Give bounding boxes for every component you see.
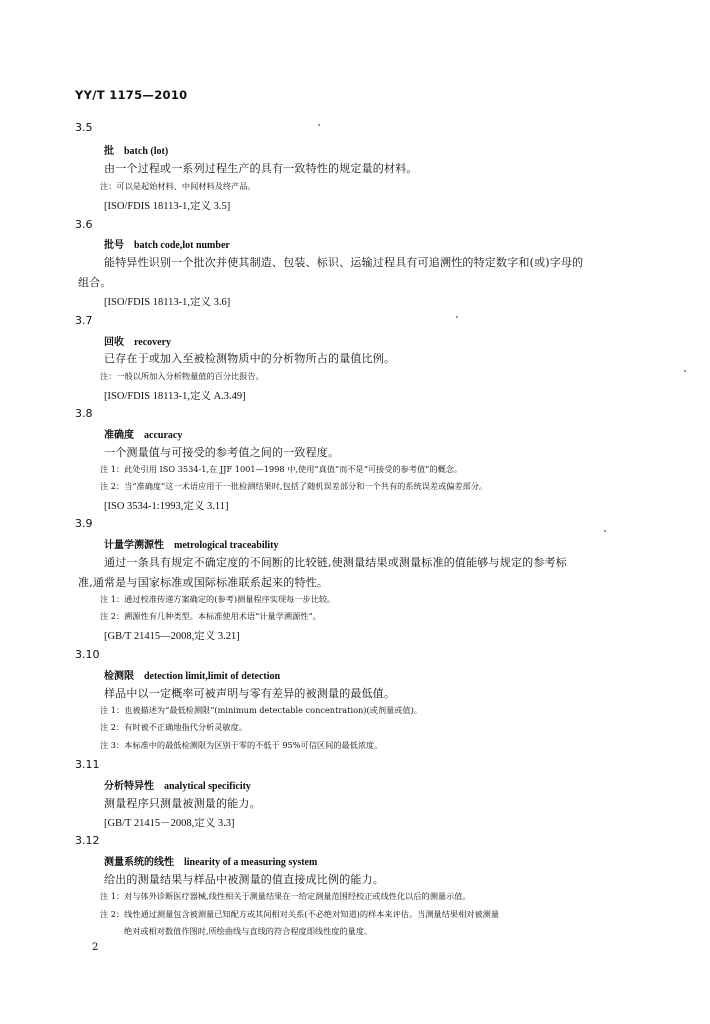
note-line: 注 2：有时被不正确地指代分析灵敏度。	[100, 722, 247, 732]
section-number: 3.12	[75, 834, 100, 847]
note-line: 注 3：本标准中的最低检测限为区别于零的不低于 95%可信区间的最低浓度。	[100, 740, 383, 750]
definition-line: 准,通常是与国家标准或国际标准联系起来的特性。	[78, 576, 329, 589]
scan-speck	[604, 530, 606, 532]
term-title	[104, 853, 317, 868]
definition-line: 由一个过程或一系列过程生产的具有一致特性的规定量的材料。	[104, 162, 418, 175]
term-cn: 检测限	[104, 671, 134, 682]
section-number: 3.7	[75, 314, 93, 327]
section-number: 3.5	[75, 121, 93, 134]
term-title	[104, 426, 182, 441]
definition-line: 组合。	[78, 276, 112, 289]
section-number: 3.11	[75, 758, 100, 771]
term-en: detection limit,limit of detection	[144, 671, 281, 682]
definition-line: 已存在于或加入至被检测物质中的分析物所占的量值比例。	[104, 352, 396, 365]
term-cn: 批	[104, 146, 114, 157]
note-line: 注 1：也被描述为“最低检测限”(minimum detectable concentration)(或剂量或值)。	[100, 705, 422, 715]
section-number: 3.10	[75, 648, 100, 661]
section-number: 3.8	[75, 407, 93, 420]
source-reference: [GB/T 21415—2008,定义 3.21]	[104, 631, 240, 642]
term-cn: 准确度	[104, 430, 134, 441]
note-line: 注 1：对与体外诊断医疗器械,线性相关于测量结果在一给定测量范围经校正或线性化以后的测量示值。	[100, 891, 471, 901]
source-reference: [ISO/FDIS 18113-1,定义 3.6]	[104, 297, 231, 308]
term-title	[104, 333, 171, 348]
term-cn: 批号	[104, 240, 124, 251]
definition-line: 给出的测量结果与样品中被测量的值直接成比例的能力。	[104, 873, 384, 886]
page-number: 2	[92, 942, 99, 953]
term-en: recovery	[134, 337, 172, 348]
source-reference: [GB/T 21415－2008,定义 3.3]	[104, 818, 235, 829]
term-cn: 测量系统的线性	[104, 857, 174, 868]
term-en: linearity of a measuring system	[184, 857, 318, 868]
note-line: 绝对或相对数值作图时,所绘曲线与直线的符合程度即线性度的量度。	[124, 926, 373, 936]
note-line: 注 2：线性通过测量包含被测量已知配方或其间相对关系(不必绝对知道)的样本来评估。当测量结果相对被测量	[100, 909, 500, 919]
source-reference: [ISO 3534-1:1993,定义 3.11]	[104, 501, 229, 512]
term-title	[104, 236, 230, 251]
term-title	[104, 777, 251, 792]
note-line: 注：可以是起始材料、中间材料及终产品。	[100, 181, 256, 191]
definition-line: 一个测量值与可接受的参考值之间的一致程度。	[104, 446, 340, 459]
term-en: analytical specificity	[164, 781, 251, 792]
term-title	[104, 142, 168, 157]
note-line: 注：一般以所加入分析物量值的百分比报告。	[100, 371, 264, 381]
term-cn: 回收	[104, 337, 124, 348]
source-reference: [ISO/FDIS 18113-1,定义 3.5]	[104, 201, 231, 212]
definition-line: 通过一条具有规定不确定度的不间断的比较链,使测量结果或测量标准的值能够与规定的参考标	[104, 556, 567, 569]
term-cn: 计量学溯源性	[104, 540, 164, 551]
source-reference: [ISO/FDIS 18113-1,定义 A.3.49]	[104, 391, 246, 402]
standard-header: YY/T 1175—2010	[75, 88, 188, 102]
term-title	[104, 536, 279, 551]
term-title	[104, 667, 280, 682]
scan-speck	[318, 124, 320, 126]
note-line: 注 1：此处引用 ISO 3534-1,在 JJF 1001—1998 中,使用“真值”而不是“可接受的参考值”的概念。	[100, 464, 463, 474]
definition-line: 样品中以一定概率可被声明与零有差异的被测量的最低值。	[104, 687, 396, 700]
term-en: accuracy	[144, 430, 183, 441]
definition-line: 能特异性识别一个批次并使其制造、包装、标识、运输过程具有可追溯性的特定数字和(或)字母的	[104, 256, 584, 269]
note-line: 注 2：当“准确度”这一术语应用于一批检测结果时,包括了随机误差部分和一个共有的系统误差或偏差部分。	[100, 481, 488, 491]
term-en: batch (lot)	[124, 146, 169, 157]
scan-speck	[456, 316, 458, 318]
definition-line: 测量程序只测量被测量的能力。	[104, 797, 261, 810]
term-cn: 分析特异性	[104, 781, 154, 792]
term-en: batch code,lot number	[134, 240, 230, 251]
section-number: 3.6	[75, 218, 93, 231]
section-number: 3.9	[75, 517, 93, 530]
term-en: metrological traceability	[174, 540, 279, 551]
scan-speck	[684, 370, 686, 372]
note-line: 注 2：溯源性有几种类型。本标准使用术语“计量学溯源性”。	[100, 611, 321, 621]
note-line: 注 1：通过校准传递方案确定的(参考)测量程序实现每一步比较。	[100, 594, 336, 604]
